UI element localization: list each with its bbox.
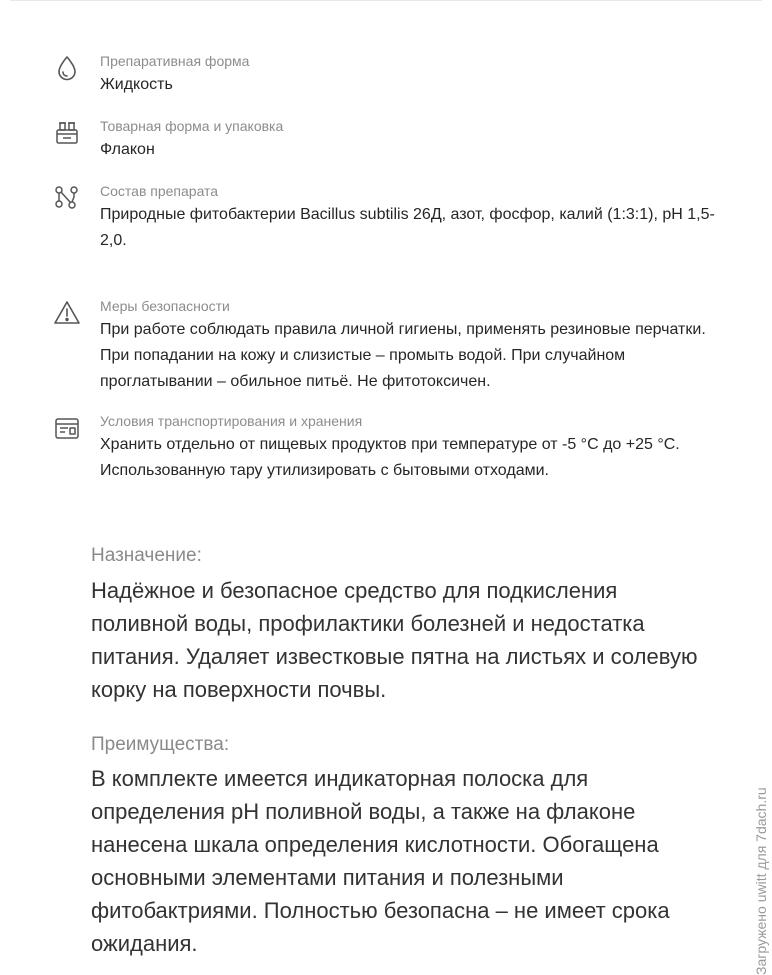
property-label: Меры безопасности <box>100 298 230 314</box>
purpose-label: Назначение: <box>91 545 202 566</box>
warning-icon <box>52 298 82 328</box>
advantages-text: В комплекте имеется индикаторная полоска для определения pH поливной воды, а также на флаконе нанесена шкала определения кислотности. Обогащена основными элементами питания и полезными фитобактриями. Полностью безопасна – не имеет срока ожидания. <box>91 766 670 956</box>
package-icon <box>52 118 82 148</box>
property-value: Жидкость <box>100 76 173 93</box>
property-value: Природные фитобактерии Bacillus subtilis 26Д, азот, фосфор, калий (1:3:1), pH 1,5-2,0. <box>100 206 715 249</box>
property-label: Состав препарата <box>100 183 219 199</box>
purpose-text: Надёжное и безопасное средство для подкисления поливной воды, профилактики болезней и недостатка питания. Удаляет известковые пятна на листьях и солевую корку на поверхности почвы. <box>91 578 698 702</box>
property-label: Препаративная форма <box>100 53 250 69</box>
property-label: Условия транспортирования и хранения <box>100 413 363 429</box>
advantages-label: Преимущества: <box>91 734 230 755</box>
top-divider <box>10 0 762 1</box>
property-value: Флакон <box>100 141 155 158</box>
storage-box-icon <box>52 413 82 443</box>
drop-icon <box>52 53 82 83</box>
property-value: При работе соблюдать правила личной гигиены, применять резиновые перчатки. При попадании на кожу и слизистые – промыть водой. При случайном проглатывании – обильное питьё. Не фитотоксичен. <box>100 321 706 390</box>
molecule-icon <box>52 183 82 213</box>
property-value: Хранить отдельно от пищевых продуктов при температуре от -5 °С до +25 °С. Использованную тару утилизировать с бытовыми отходами. <box>100 436 680 479</box>
property-label: Товарная форма и упаковка <box>100 118 284 134</box>
watermark: Загружено uwitt для 7dach.ru <box>753 787 769 975</box>
